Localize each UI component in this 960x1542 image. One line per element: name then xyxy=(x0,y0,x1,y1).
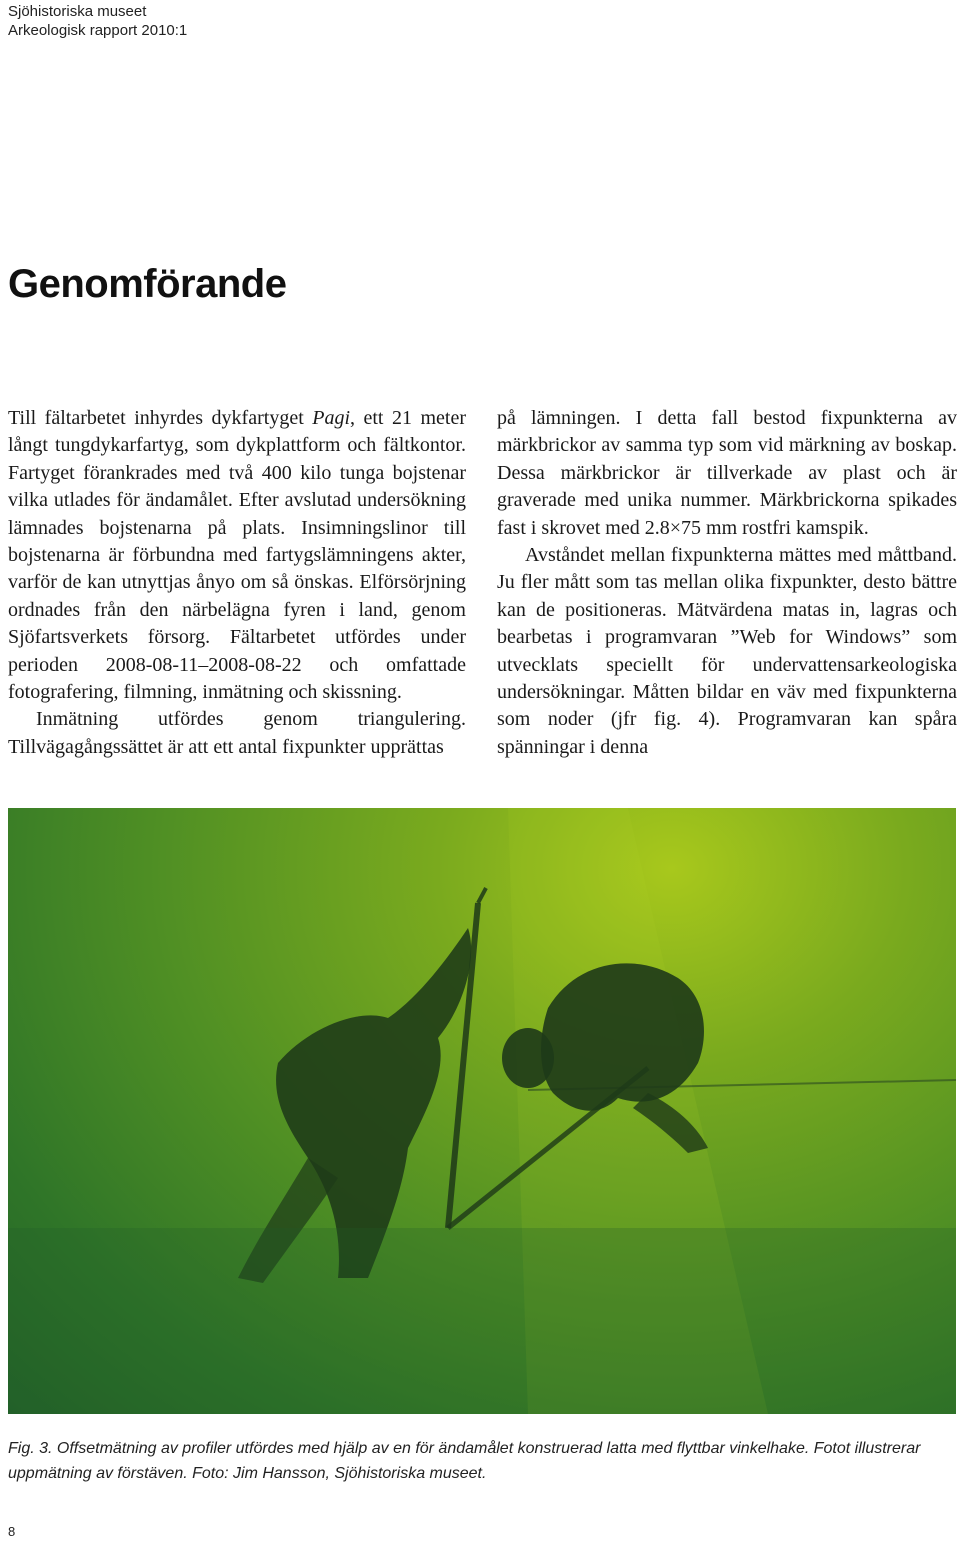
page-number: 8 xyxy=(8,1524,16,1539)
vessel-name: Pagi xyxy=(312,407,351,429)
header-museum-name: Sjöhistoriska museet xyxy=(8,3,147,20)
paragraph-text: Till fältarbetet inhyrdes dykfartyget xyxy=(8,407,313,429)
underwater-photo xyxy=(8,808,956,1414)
running-header xyxy=(8,2,187,40)
header-report-number: Arkeologisk rapport 2010:1 xyxy=(8,22,188,39)
figure-caption: Fig. 3. Offsetmätning av profiler utfördes med hjälp av en för ändamålet konstruerad latta med flyttbar vinkelhake. Fotot illustrerar uppmätning av förstäven. Foto: Jim Hansson, Sjöhistoriska museet. xyxy=(8,1440,921,1482)
diver-silhouettes-illustration xyxy=(8,808,956,1414)
paragraph: Inmätning utfördes genom triangulering. Tillvägagångssättet är att ett antal fixpunkter upprättas xyxy=(8,708,466,758)
paragraph-text: , ett 21 meter långt tungdykarfartyg, som dykplattform och fältkontor. Fartyget förankrades med två 400 kilo tunga bojstenar vilka utlades för ändamålet. Efter avslutad undersökning lämnades bojstenarna på plats. Insimningslinor till bojstenarna är förbundna med fartygslämningens akter, varför de kan utnyttjas ånyo om så önskas. Elförsörjning ordnades från den närbelägna fyren i land, genom Sjöfartsverkets försorg. Fältarbetet utfördes under perioden 2008-08-11–2008-08-22 och omfattade fotografering, filmning, inmätning och skissning. xyxy=(8,407,466,704)
text-column-right xyxy=(497,405,957,761)
section-title: Genomförande xyxy=(8,262,287,306)
text-column-left xyxy=(8,405,466,761)
paragraph xyxy=(8,405,466,706)
paragraph: på lämningen. I detta fall bestod fixpunkterna av märkbrickor av samma typ som vid märkning av boskap. Dessa märkbrickor är tillverkade av plast och är graverade med unika nummer. Märkbrickorna spikades fast i skrovet med 2.8×75 mm rostfri kamspik. xyxy=(497,407,957,539)
paragraph: Avståndet mellan fixpunkterna mättes med måttband. Ju fler mått som tas mellan olika fixpunkter, desto bättre kan de positioneras. Mätvärdena matas in, lagras och bearbetas i programvaran ”Web for Windows” som utvecklats speciellt för undervattensarkeologiska undersökningar. Måtten bildar en väv med fixpunkterna som noder (jfr fig. 4). Programvaran kan spåra spänningar i denna xyxy=(497,544,957,758)
